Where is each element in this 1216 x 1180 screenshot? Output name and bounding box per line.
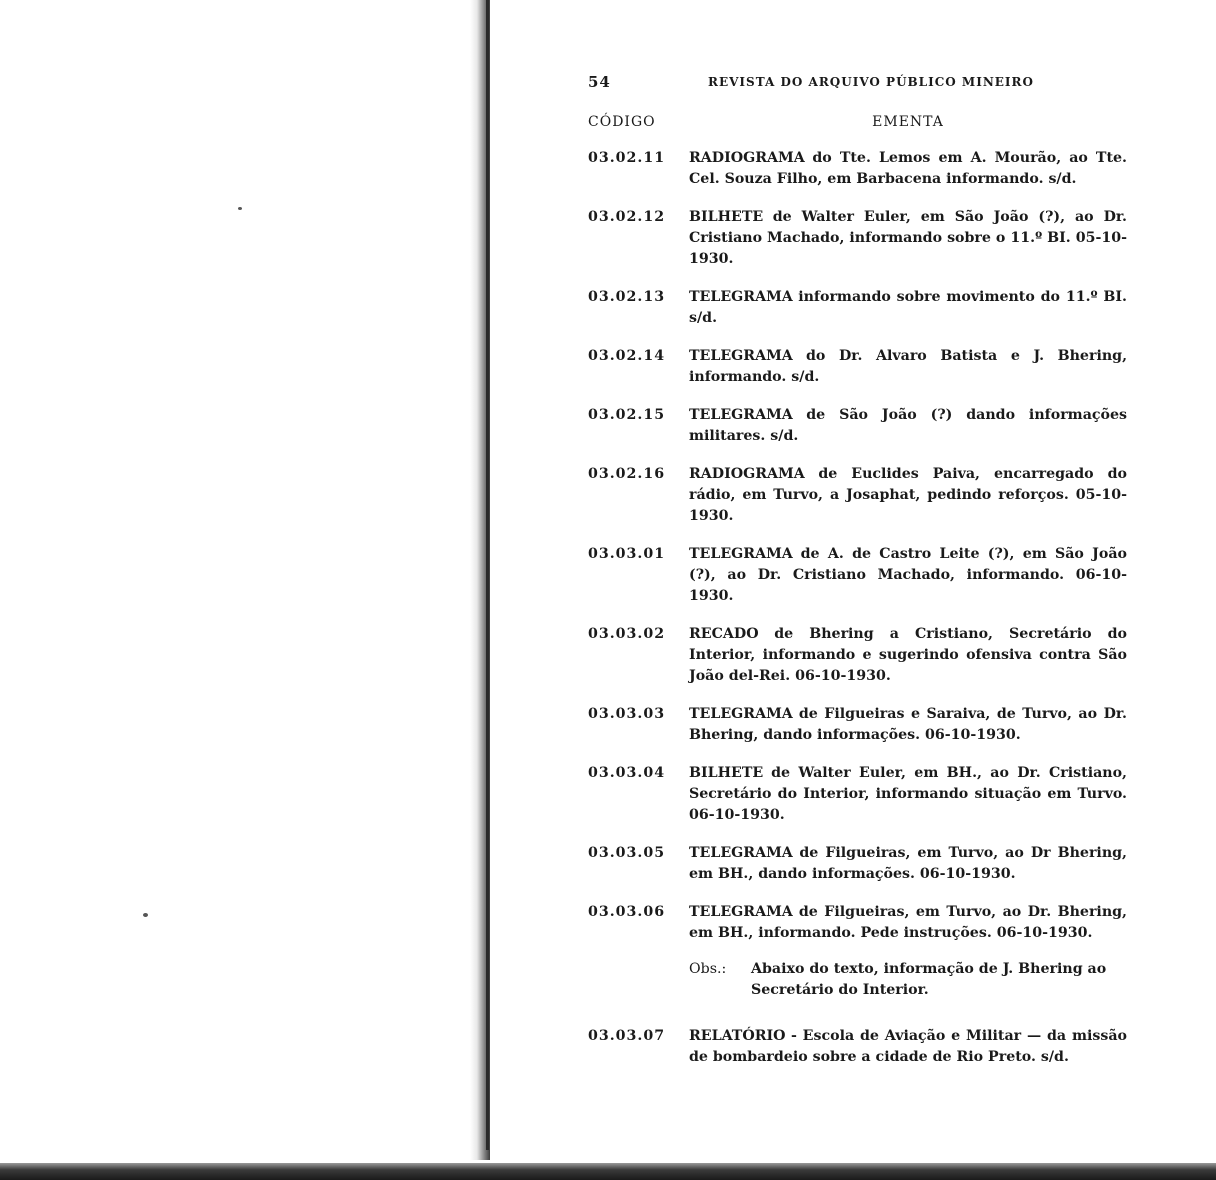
entry-body: - Escola de Aviação e Militar — da missão de bombardeio sobre a cidade de Rio Preto. s/d. [689, 1028, 1128, 1065]
list-item [588, 544, 1128, 607]
entry-body: informando sobre movimento do 11.º BI. s/d. [689, 289, 1127, 326]
column-header-code: CÓDIGO [588, 114, 656, 130]
entry-kind: BILHETE [689, 209, 764, 225]
entry-kind: RADIOGRAMA [689, 150, 805, 166]
entry-text [689, 148, 1127, 190]
list-item [588, 763, 1128, 826]
entry-code: 03.03.02 [588, 626, 666, 642]
entries-list [588, 148, 1128, 944]
page-number: 54 [588, 73, 611, 91]
entry-text [689, 207, 1127, 270]
entry-code: 03.03.07 [588, 1028, 666, 1044]
entry-text [689, 544, 1127, 607]
document-page [588, 70, 1128, 1085]
list-item [588, 207, 1128, 270]
obs-text: Abaixo do texto, informação de J. Bhering ao Secretário do Interior. [751, 961, 1107, 998]
entry-code: 03.02.11 [588, 150, 666, 166]
entry-kind: RELATÓRIO [689, 1028, 786, 1044]
list-item [588, 464, 1128, 527]
entry-code: 03.02.15 [588, 407, 666, 423]
list-item [588, 148, 1128, 190]
column-headers [588, 114, 1128, 130]
observation-note [689, 959, 1128, 1001]
entry-body: de Filgueiras e Saraiva, de Turvo, ao Dr. Bhering, dando informações. 06-10-1930. [689, 706, 1127, 743]
entry-text [689, 464, 1127, 527]
entry-code: 03.03.06 [588, 904, 666, 920]
list-item [588, 346, 1128, 388]
scan-speck [238, 207, 242, 210]
list-item [588, 624, 1128, 687]
entry-code: 03.02.16 [588, 466, 666, 482]
scan-speck [143, 913, 148, 917]
entry-text [689, 763, 1127, 826]
list-item [588, 287, 1128, 329]
entry-body: de Filgueiras, em Turvo, ao Dr Bhering, em BH., dando informações. 06-10-1930. [689, 845, 1127, 882]
entry-code: 03.02.13 [588, 289, 666, 305]
entry-kind: TELEGRAMA [689, 289, 793, 305]
entry-kind: TELEGRAMA [689, 546, 793, 562]
entry-kind: TELEGRAMA [689, 407, 793, 423]
entry-kind: TELEGRAMA [689, 845, 793, 861]
entry-body: de Euclides Paiva, encarregado do rádio, em Turvo, a Josaphat, pedindo reforços. 05-10-1930. [689, 466, 1127, 524]
page-header [588, 70, 1128, 94]
list-item [588, 902, 1128, 944]
entry-text [689, 405, 1127, 447]
entry-text [689, 902, 1127, 944]
entry-text [689, 346, 1127, 388]
entry-kind: TELEGRAMA [689, 348, 793, 364]
entry-body: de Walter Euler, em São João (?), ao Dr. Cristiano Machado, informando sobre o 11.º BI. 05-10-1930. [689, 209, 1127, 267]
list-item [588, 1026, 1128, 1068]
entry-code: 03.03.03 [588, 706, 666, 722]
list-item [588, 843, 1128, 885]
column-header-ementa: EMENTA [872, 114, 944, 130]
binding-shadow [486, 0, 489, 1150]
page-bottom-edge [0, 1163, 1216, 1180]
entry-text [689, 624, 1127, 687]
entry-code: 03.02.12 [588, 209, 666, 225]
running-title: REVISTA DO ARQUIVO PÚBLICO MINEIRO [708, 75, 1034, 89]
entry-body: de São João (?) dando informações militares. s/d. [689, 407, 1127, 444]
entry-body: de Bhering a Cristiano, Secretário do Interior, informando e sugerindo ofensiva contra São João del-Rei. 06-10-1930. [689, 626, 1127, 684]
entry-body: do Tte. Lemos em A. Mourão, ao Tte. Cel. Souza Filho, em Barbacena informando. s/d. [689, 150, 1127, 187]
entry-code: 03.03.05 [588, 845, 666, 861]
entry-body: de Filgueiras, em Turvo, ao Dr. Bhering, em BH., informando. Pede instruções. 06-10-1930. [689, 904, 1127, 941]
list-item [588, 704, 1128, 746]
entry-code: 03.02.14 [588, 348, 666, 364]
entry-text [689, 843, 1127, 885]
entry-body: de A. de Castro Leite (?), em São João (?), ao Dr. Cristiano Machado, informando. 06-10-1930. [689, 546, 1127, 604]
entry-text [689, 287, 1127, 329]
list-item [588, 405, 1128, 447]
entry-kind: RECADO [689, 626, 759, 642]
entry-body: do Dr. Alvaro Batista e J. Bhering, informando. s/d. [689, 348, 1128, 385]
entry-kind: TELEGRAMA [689, 904, 793, 920]
obs-label: Obs.: [689, 961, 727, 977]
entry-text [689, 704, 1127, 746]
entry-code: 03.03.04 [588, 765, 666, 781]
entry-kind: TELEGRAMA [689, 706, 793, 722]
entry-kind: BILHETE [689, 765, 764, 781]
entry-body: de Walter Euler, em BH., ao Dr. Cristiano, Secretário do Interior, informando situação em Turvo. 06-10-1930. [689, 765, 1127, 823]
entry-code: 03.03.01 [588, 546, 666, 562]
entry-kind: RADIOGRAMA [689, 466, 805, 482]
entry-text [689, 1026, 1127, 1068]
